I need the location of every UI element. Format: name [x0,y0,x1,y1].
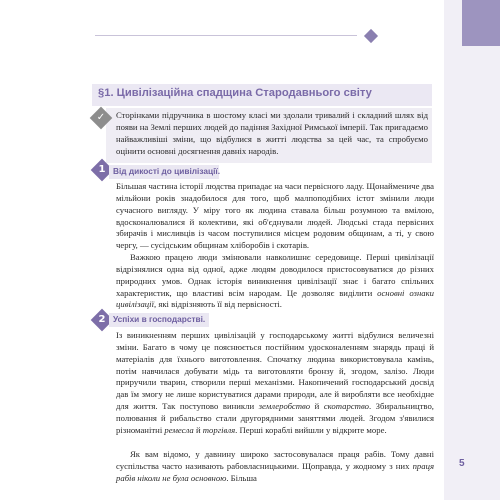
text-run: й [310,401,324,412]
side-tab [462,0,500,46]
side-band [444,0,500,500]
text-run: . Більша [226,472,257,483]
subsection-2-number: 2 [98,314,106,325]
emphasis-term: торгівля [202,424,236,435]
emphasis-term: праця рабів ніколи не була основною [116,460,434,483]
text-run: й [193,424,203,435]
emphasis-term: основні ознаки цивілізації [116,287,435,310]
emphasis-term: скотарство [323,401,369,412]
text-run: Як вам відомо, у давнину широко застосовувалася праця рабів. Тому давні суспільства часто називають рабовласницькими. Щоправда, у жодному з них [116,449,434,471]
top-diamond-ornament [364,29,378,43]
text-run: , які відрізняють її від первісності. [153,299,282,310]
subsection-1-header [109,165,219,179]
paragraph-3 [116,330,434,437]
text-run: Із виникненням перших цивілізацій у господарському житті відбулися величезні зміни. Багато в чому це пояснюється постійним удосконаленням знарядь праці й матеріалів для їхнього виготовлення. Спочатку людина використовувала камінь, потім навчилася добувати мідь та виготовляти бронзу й, згодом, залізо. Люди приручили тварин, створили перші механізми. Накопичений господарський досвід дав їм змогу не лише користуватися дарами природи, але й виробляти все необхідне для життя. Так поступово виникли [116,330,434,412]
text-run: Більшая частина історії людства припадає на часи первісного ладу. Щонаймениче два мільйони років знадобилося для того, щоб малпоподібних істот змінили люди сучасного вигляду. У міру того як людина ставала більш розумною та вмілою, вдосконалювалися й колективи, які об'єднували людей. Людські стада первісних збирачів і мисливців із часом поступилися місцем родовим общинам, а ті, у свою чергу, — сусідським общинам хліборобів і скотарів. [116,181,434,251]
subsection-2-header [109,313,209,327]
emphasis-term: ремесла [164,424,194,435]
text-run: Важкою працею люди змінювали навколишнє середовище. Перші цивілізації відрізнялися одна від одної, адже людям доводилося пристосовуватися до різних природних умов. Однак історія виникнення цивілізації знає і багато спільних характеристик, що властиві всім народам. Це дозволяє виділити [116,252,434,298]
intro-paragraph: Сторінками підручника в шостому класі ми здолали тривалий і складний шлях від появи на Землі перших людей до падіння Західної Римської імперії. Так пригадаємо найважливіші зміни, що відбулися в житті людства за цей час, та спробуємо оцінити основні досягнення давніх народів. [116,110,428,156]
paragraph-1 [116,181,434,252]
top-rule [95,35,357,36]
page-number: 5 [459,458,465,469]
section-title: §1. Цивілізаційна спадщина Стародавнього світу [98,87,372,99]
text-run: . Перші кораблі вийшли у відкрите море. [235,424,387,435]
subsection-1-heading: Від дикості до цивілізації. [113,166,221,176]
checkmark-glyph: ✓ [96,112,106,123]
subsection-1-number: 1 [98,164,106,175]
paragraph-2 [116,252,434,311]
text-run: . Збиральництво, полювання й рибальство стали другорядними заняттями людей. Згодом з'явилися різноманітні [116,401,434,435]
section-header [92,84,432,106]
subsection-2-heading: Успіхи в господарстві. [113,314,206,324]
paragraph-4 [116,449,434,485]
emphasis-term: землеробство [258,401,311,412]
